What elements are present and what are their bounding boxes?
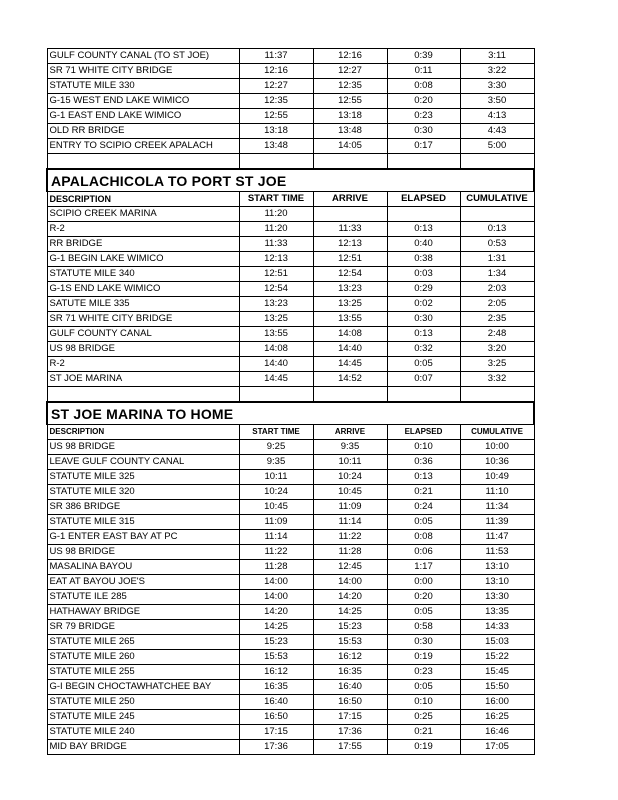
cell-description: STATUTE MILE 330: [47, 79, 239, 94]
itinerary-sheet: [46, 48, 533, 755]
cell-elapsed: 1:17: [387, 560, 460, 575]
cell-cumulative: 16:46: [460, 725, 534, 740]
cell-description: STATUTE MILE 245: [47, 710, 239, 725]
cell-elapsed: 0:13: [387, 327, 460, 342]
cell-description: LEAVE GULF COUNTY CANAL: [47, 455, 239, 470]
cell-start-time: 11:09: [239, 515, 313, 530]
cell-cumulative: 11:10: [460, 485, 534, 500]
cell-arrive: 14:00: [313, 575, 387, 590]
cell-description: EAT AT BAYOU JOE'S: [47, 575, 239, 590]
header-row: [47, 425, 534, 440]
cell-arrive: 15:53: [313, 635, 387, 650]
blank-cell: [47, 387, 239, 403]
cell-description: US 98 BRIDGE: [47, 545, 239, 560]
cell-description: G-1S END LAKE WIMICO: [47, 282, 239, 297]
cell-description: STATUTE MILE 255: [47, 665, 239, 680]
cell-arrive: 15:23: [313, 620, 387, 635]
cell-start-time: 12:13: [239, 252, 313, 267]
cell-description: SR 71 WHITE CITY BRIDGE: [47, 312, 239, 327]
cell-start-time: 13:23: [239, 297, 313, 312]
cell-start-time: 12:55: [239, 109, 313, 124]
cell-arrive: 16:12: [313, 650, 387, 665]
table-row: [47, 440, 534, 455]
cell-start-time: 16:35: [239, 680, 313, 695]
cell-description: STATUTE MILE 260: [47, 650, 239, 665]
blank-cell: [460, 387, 534, 403]
cell-arrive: 12:54: [313, 267, 387, 282]
cell-start-time: 11:37: [239, 49, 313, 64]
blank-cell: [387, 154, 460, 170]
column-header-start-time: START TIME: [239, 425, 313, 440]
cell-cumulative: 1:34: [460, 267, 534, 282]
cell-description: R-2: [47, 357, 239, 372]
cell-description: ENTRY TO SCIPIO CREEK APALACH: [47, 139, 239, 154]
cell-arrive: 9:35: [313, 440, 387, 455]
cell-cumulative: 3:22: [460, 64, 534, 79]
cell-start-time: 13:48: [239, 139, 313, 154]
cell-start-time: 12:35: [239, 94, 313, 109]
cell-cumulative: 10:49: [460, 470, 534, 485]
cell-arrive: 16:40: [313, 680, 387, 695]
cell-start-time: 11:28: [239, 560, 313, 575]
cell-arrive: 17:55: [313, 740, 387, 755]
cell-arrive: 13:18: [313, 109, 387, 124]
cell-arrive: 14:40: [313, 342, 387, 357]
table-row: [47, 710, 534, 725]
cell-arrive: 11:33: [313, 222, 387, 237]
cell-elapsed: 0:23: [387, 109, 460, 124]
column-header-cumulative: CUMULATIVE: [460, 425, 534, 440]
cell-arrive: 11:28: [313, 545, 387, 560]
cell-cumulative: 4:43: [460, 124, 534, 139]
cell-start-time: 12:16: [239, 64, 313, 79]
cell-description: G-15 WEST END LAKE WIMICO: [47, 94, 239, 109]
cell-arrive: 10:24: [313, 470, 387, 485]
cell-start-time: 14:40: [239, 357, 313, 372]
cell-start-time: 16:40: [239, 695, 313, 710]
column-header-arrive: ARRIVE: [313, 425, 387, 440]
cell-arrive: 14:05: [313, 139, 387, 154]
cell-elapsed: 0:25: [387, 710, 460, 725]
cell-elapsed: 0:11: [387, 64, 460, 79]
cell-cumulative: 10:36: [460, 455, 534, 470]
cell-elapsed: 0:30: [387, 124, 460, 139]
cell-description: STATUTE MILE 240: [47, 725, 239, 740]
cell-arrive: 14:08: [313, 327, 387, 342]
column-header-start-time: START TIME: [239, 192, 313, 207]
cell-description: ST JOE MARINA: [47, 372, 239, 387]
table-row: [47, 49, 534, 64]
cell-elapsed: 0:05: [387, 680, 460, 695]
cell-arrive: 12:16: [313, 49, 387, 64]
table-row: [47, 650, 534, 665]
cell-arrive: 14:45: [313, 357, 387, 372]
cell-arrive: [313, 207, 387, 222]
cell-start-time: 11:20: [239, 207, 313, 222]
cell-arrive: 12:45: [313, 560, 387, 575]
section-title: ST JOE MARINA TO HOME: [47, 402, 534, 425]
cell-cumulative: 3:50: [460, 94, 534, 109]
cell-cumulative: 2:35: [460, 312, 534, 327]
cell-description: SCIPIO CREEK MARINA: [47, 207, 239, 222]
cell-cumulative: 11:53: [460, 545, 534, 560]
cell-arrive: 16:50: [313, 695, 387, 710]
cell-cumulative: 15:03: [460, 635, 534, 650]
cell-elapsed: 0:02: [387, 297, 460, 312]
cell-description: SATUTE MILE 335: [47, 297, 239, 312]
table-row: [47, 237, 534, 252]
table-row: [47, 207, 534, 222]
cell-start-time: 14:00: [239, 575, 313, 590]
table-row: [47, 620, 534, 635]
cell-description: SR 386 BRIDGE: [47, 500, 239, 515]
cell-cumulative: 10:00: [460, 440, 534, 455]
cell-elapsed: 0:08: [387, 79, 460, 94]
cell-description: MASALINA BAYOU: [47, 560, 239, 575]
cell-start-time: 12:51: [239, 267, 313, 282]
table-row: [47, 485, 534, 500]
table-row: [47, 590, 534, 605]
cell-cumulative: 2:05: [460, 297, 534, 312]
cell-start-time: 12:54: [239, 282, 313, 297]
cell-cumulative: 13:35: [460, 605, 534, 620]
cell-arrive: 13:48: [313, 124, 387, 139]
column-header-elapsed: ELAPSED: [387, 425, 460, 440]
cell-arrive: 14:25: [313, 605, 387, 620]
cell-description: STATUTE MILE 250: [47, 695, 239, 710]
cell-cumulative: 4:13: [460, 109, 534, 124]
cell-description: STATUTE MILE 340: [47, 267, 239, 282]
cell-cumulative: 3:32: [460, 372, 534, 387]
cell-elapsed: 0:07: [387, 372, 460, 387]
cell-description: G-1 BEGIN LAKE WIMICO: [47, 252, 239, 267]
column-header-description: DESCRIPTION: [47, 425, 239, 440]
table-row: [47, 252, 534, 267]
cell-elapsed: 0:05: [387, 357, 460, 372]
cell-cumulative: [460, 207, 534, 222]
cell-cumulative: 3:25: [460, 357, 534, 372]
table-row: [47, 635, 534, 650]
table-row: [47, 372, 534, 387]
blank-cell: [47, 154, 239, 170]
cell-cumulative: 16:00: [460, 695, 534, 710]
cell-description: R-2: [47, 222, 239, 237]
cell-arrive: 13:25: [313, 297, 387, 312]
cell-elapsed: 0:32: [387, 342, 460, 357]
cell-cumulative: 3:30: [460, 79, 534, 94]
cell-elapsed: 0:23: [387, 665, 460, 680]
cell-arrive: 13:23: [313, 282, 387, 297]
cell-arrive: 17:36: [313, 725, 387, 740]
blank-row: [47, 154, 534, 170]
cell-start-time: 14:00: [239, 590, 313, 605]
cell-elapsed: 0:20: [387, 590, 460, 605]
cell-description: SR 79 BRIDGE: [47, 620, 239, 635]
table-row: [47, 79, 534, 94]
cell-arrive: 14:52: [313, 372, 387, 387]
table-row: [47, 357, 534, 372]
cell-description: SR 71 WHITE CITY BRIDGE: [47, 64, 239, 79]
table-row: [47, 124, 534, 139]
cell-elapsed: 0:17: [387, 139, 460, 154]
cell-elapsed: 0:10: [387, 440, 460, 455]
table-row: [47, 665, 534, 680]
cell-elapsed: 0:08: [387, 530, 460, 545]
column-header-arrive: ARRIVE: [313, 192, 387, 207]
cell-arrive: 12:55: [313, 94, 387, 109]
blank-cell: [387, 387, 460, 403]
itinerary-body: [47, 49, 534, 755]
cell-cumulative: 11:39: [460, 515, 534, 530]
table-row: [47, 312, 534, 327]
cell-elapsed: 0:29: [387, 282, 460, 297]
cell-start-time: 10:45: [239, 500, 313, 515]
blank-cell: [239, 387, 313, 403]
blank-row: [47, 387, 534, 403]
table-row: [47, 64, 534, 79]
table-row: [47, 560, 534, 575]
cell-elapsed: 0:19: [387, 650, 460, 665]
cell-arrive: 13:55: [313, 312, 387, 327]
cell-description: G-I BEGIN CHOCTAWHATCHEE BAY: [47, 680, 239, 695]
blank-cell: [239, 154, 313, 170]
section-title-row: [47, 402, 534, 425]
cell-arrive: 14:20: [313, 590, 387, 605]
cell-start-time: 14:45: [239, 372, 313, 387]
cell-description: G-1 EAST END LAKE WIMICO: [47, 109, 239, 124]
cell-cumulative: 11:47: [460, 530, 534, 545]
cell-elapsed: 0:10: [387, 695, 460, 710]
cell-start-time: 16:50: [239, 710, 313, 725]
column-header-description: DESCRIPTION: [47, 192, 239, 207]
cell-cumulative: 1:31: [460, 252, 534, 267]
table-row: [47, 327, 534, 342]
column-header-elapsed: ELAPSED: [387, 192, 460, 207]
cell-description: MID BAY BRIDGE: [47, 740, 239, 755]
cell-start-time: 13:25: [239, 312, 313, 327]
table-row: [47, 109, 534, 124]
cell-elapsed: 0:00: [387, 575, 460, 590]
cell-elapsed: 0:03: [387, 267, 460, 282]
cell-description: GULF COUNTY CANAL (TO ST JOE): [47, 49, 239, 64]
table-row: [47, 282, 534, 297]
cell-arrive: 11:14: [313, 515, 387, 530]
cell-arrive: 11:22: [313, 530, 387, 545]
cell-cumulative: 2:48: [460, 327, 534, 342]
cell-description: US 98 BRIDGE: [47, 342, 239, 357]
table-row: [47, 515, 534, 530]
table-row: [47, 267, 534, 282]
cell-elapsed: 0:05: [387, 515, 460, 530]
cell-elapsed: 0:58: [387, 620, 460, 635]
cell-elapsed: 0:39: [387, 49, 460, 64]
cell-description: STATUTE MILE 320: [47, 485, 239, 500]
blank-cell: [313, 387, 387, 403]
cell-cumulative: 5:00: [460, 139, 534, 154]
cell-start-time: 14:20: [239, 605, 313, 620]
cell-start-time: 11:14: [239, 530, 313, 545]
table-row: [47, 297, 534, 312]
table-row: [47, 455, 534, 470]
table-row: [47, 680, 534, 695]
table-row: [47, 94, 534, 109]
cell-start-time: 12:27: [239, 79, 313, 94]
cell-arrive: 11:09: [313, 500, 387, 515]
cell-cumulative: 0:53: [460, 237, 534, 252]
table-row: [47, 222, 534, 237]
table-row: [47, 545, 534, 560]
cell-description: GULF COUNTY CANAL: [47, 327, 239, 342]
cell-elapsed: 0:13: [387, 222, 460, 237]
cell-description: G-1 ENTER EAST BAY AT PC: [47, 530, 239, 545]
cell-arrive: 10:11: [313, 455, 387, 470]
cell-arrive: 10:45: [313, 485, 387, 500]
cell-arrive: 16:35: [313, 665, 387, 680]
table-row: [47, 500, 534, 515]
cell-description: US 98 BRIDGE: [47, 440, 239, 455]
cell-description: HATHAWAY BRIDGE: [47, 605, 239, 620]
cell-elapsed: 0:13: [387, 470, 460, 485]
cell-arrive: 12:13: [313, 237, 387, 252]
cell-cumulative: 13:10: [460, 560, 534, 575]
cell-start-time: 15:23: [239, 635, 313, 650]
cell-cumulative: 15:50: [460, 680, 534, 695]
cell-elapsed: 0:24: [387, 500, 460, 515]
cell-cumulative: 16:25: [460, 710, 534, 725]
cell-cumulative: 14:33: [460, 620, 534, 635]
cell-elapsed: 0:30: [387, 635, 460, 650]
cell-elapsed: 0:36: [387, 455, 460, 470]
cell-start-time: 14:08: [239, 342, 313, 357]
cell-elapsed: 0:20: [387, 94, 460, 109]
cell-arrive: 12:35: [313, 79, 387, 94]
cell-elapsed: 0:19: [387, 740, 460, 755]
cell-description: STATUTE ILE 285: [47, 590, 239, 605]
cell-arrive: 12:27: [313, 64, 387, 79]
cell-start-time: 16:12: [239, 665, 313, 680]
cell-start-time: 9:35: [239, 455, 313, 470]
cell-start-time: 15:53: [239, 650, 313, 665]
blank-cell: [460, 154, 534, 170]
section-title-row: [47, 169, 534, 192]
table-row: [47, 605, 534, 620]
section-title: APALACHICOLA TO PORT ST JOE: [47, 169, 534, 192]
cell-description: RR BRIDGE: [47, 237, 239, 252]
cell-elapsed: 0:21: [387, 725, 460, 740]
cell-start-time: 17:15: [239, 725, 313, 740]
cell-cumulative: 13:10: [460, 575, 534, 590]
cell-start-time: 11:33: [239, 237, 313, 252]
table-row: [47, 740, 534, 755]
cell-start-time: 13:18: [239, 124, 313, 139]
table-row: [47, 725, 534, 740]
cell-elapsed: 0:38: [387, 252, 460, 267]
cell-start-time: 11:20: [239, 222, 313, 237]
table-row: [47, 139, 534, 154]
cell-cumulative: 15:45: [460, 665, 534, 680]
cell-start-time: 17:36: [239, 740, 313, 755]
cell-arrive: 12:51: [313, 252, 387, 267]
cell-description: STATUTE MILE 265: [47, 635, 239, 650]
cell-start-time: 10:24: [239, 485, 313, 500]
cell-elapsed: 0:30: [387, 312, 460, 327]
cell-elapsed: 0:40: [387, 237, 460, 252]
cell-cumulative: 3:20: [460, 342, 534, 357]
cell-elapsed: [387, 207, 460, 222]
cell-elapsed: 0:21: [387, 485, 460, 500]
cell-cumulative: 15:22: [460, 650, 534, 665]
cell-description: STATUTE MILE 325: [47, 470, 239, 485]
cell-start-time: 11:22: [239, 545, 313, 560]
cell-elapsed: 0:05: [387, 605, 460, 620]
cell-cumulative: 3:11: [460, 49, 534, 64]
cell-cumulative: 11:34: [460, 500, 534, 515]
cell-description: STATUTE MILE 315: [47, 515, 239, 530]
table-row: [47, 530, 534, 545]
table-row: [47, 695, 534, 710]
cell-description: OLD RR BRIDGE: [47, 124, 239, 139]
cell-arrive: 17:15: [313, 710, 387, 725]
table-row: [47, 342, 534, 357]
column-header-cumulative: CUMULATIVE: [460, 192, 534, 207]
cell-cumulative: 17:05: [460, 740, 534, 755]
blank-cell: [313, 154, 387, 170]
cell-start-time: 10:11: [239, 470, 313, 485]
cell-cumulative: 0:13: [460, 222, 534, 237]
cell-cumulative: 13:30: [460, 590, 534, 605]
table-row: [47, 575, 534, 590]
cell-start-time: 13:55: [239, 327, 313, 342]
table-row: [47, 470, 534, 485]
header-row: [47, 192, 534, 207]
cell-cumulative: 2:03: [460, 282, 534, 297]
cell-start-time: 9:25: [239, 440, 313, 455]
cell-start-time: 14:25: [239, 620, 313, 635]
cell-elapsed: 0:06: [387, 545, 460, 560]
itinerary-table: [46, 48, 535, 755]
